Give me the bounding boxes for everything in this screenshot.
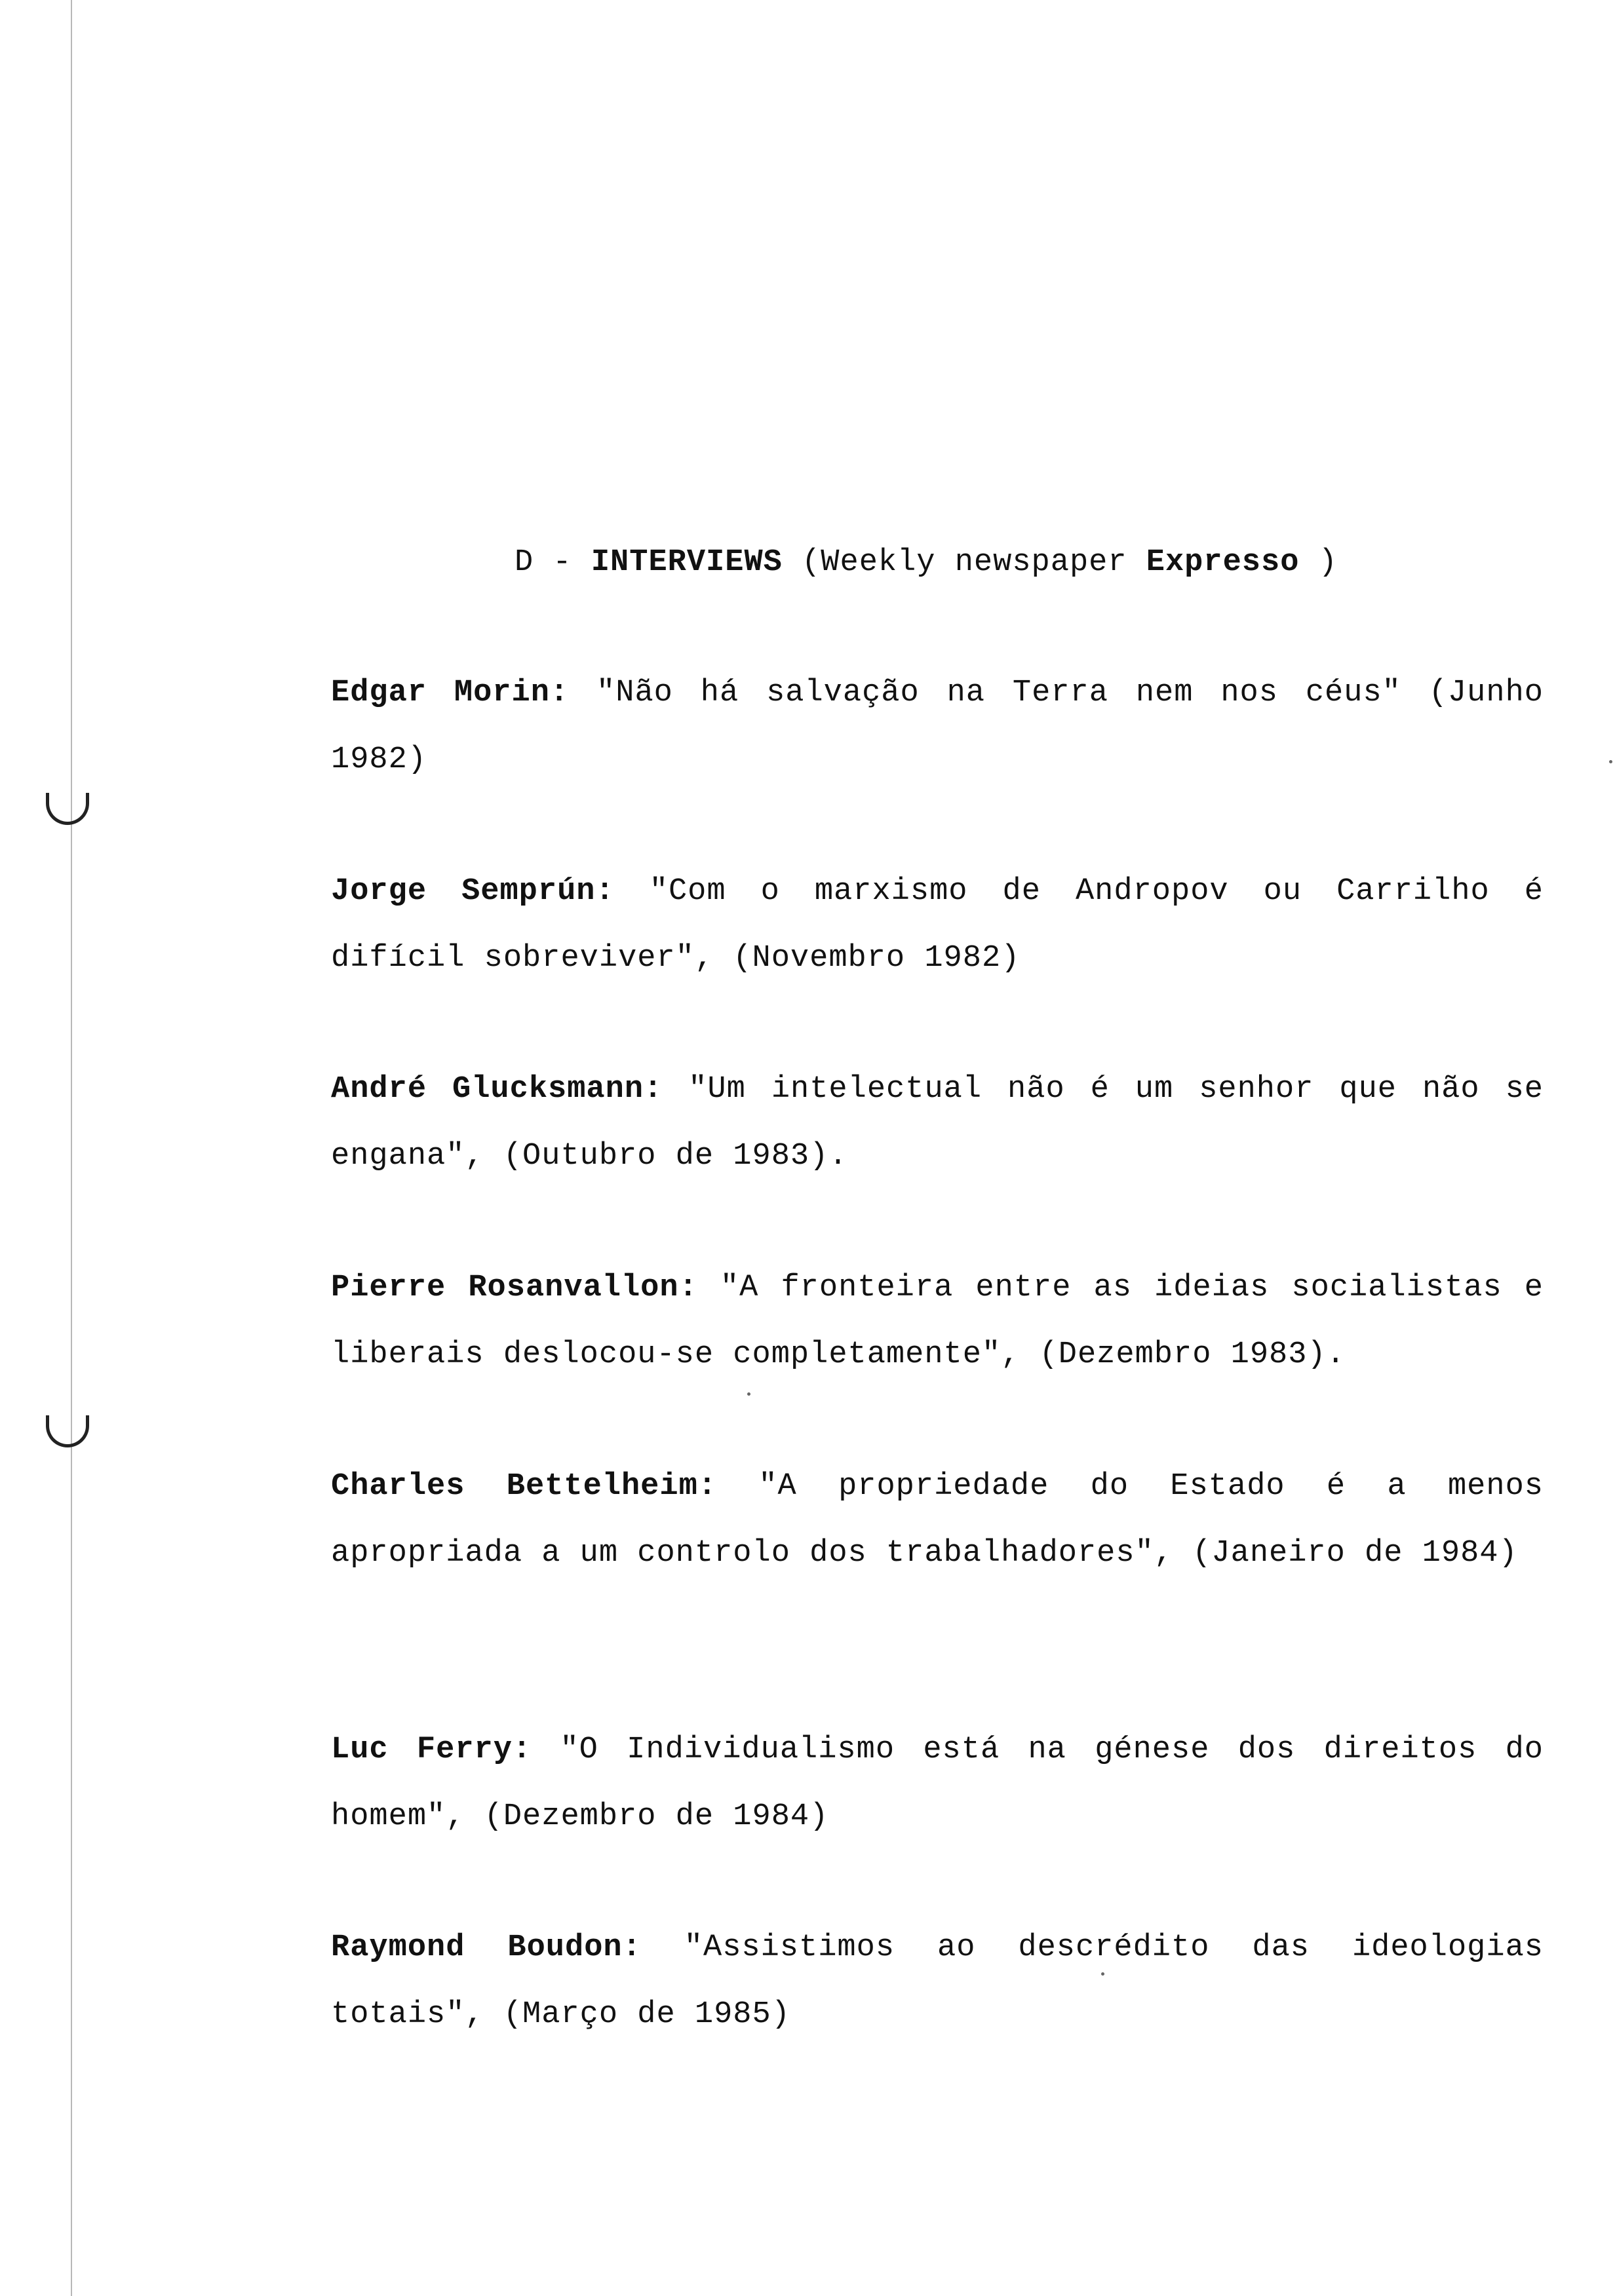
- interviewee-name: Edgar Morin:: [331, 676, 570, 710]
- interview-title: "Assistimos ao descrédito das ideologias totais", (Março de 1985): [331, 1930, 1544, 2032]
- interview-title: "O Individualismo está na génese dos direitos do homem", (Dezembro de 1984): [331, 1732, 1544, 1834]
- heading-subtitle-open: (Weekly newspaper: [782, 545, 1146, 580]
- heading-subtitle-close: ): [1299, 545, 1338, 580]
- binding-margin-line: [71, 0, 72, 2296]
- interview-entry: [331, 1915, 1544, 2048]
- interviewee-name: André Glucksmann:: [331, 1072, 663, 1107]
- interviewee-name: Pierre Rosanvallon:: [331, 1271, 698, 1305]
- scan-speck: [747, 1392, 750, 1396]
- punch-hole-mark: [46, 1415, 89, 1447]
- heading-prefix: D -: [515, 545, 591, 580]
- interview-title: "Com o marxismo de Andropov ou Carrilho é difícil sobreviver", (Novembro 1982): [331, 874, 1544, 976]
- heading-title: INTERVIEWS: [591, 545, 783, 580]
- interview-title: "Um intelectual não é um senhor que não se engana", (Outubro de 1983).: [331, 1072, 1544, 1174]
- interview-title: "A fronteira entre as ideias socialistas e liberais deslocou-se completamente", (Dezembro 1983).: [331, 1271, 1544, 1372]
- interview-entry: [331, 1717, 1544, 1850]
- interview-entry: [331, 858, 1544, 992]
- interview-entry: [331, 660, 1544, 794]
- interviewee-name: Luc Ferry:: [331, 1732, 532, 1767]
- interview-entry: [331, 1056, 1544, 1190]
- interview-entry: [331, 1453, 1544, 1587]
- interviewee-name: Raymond Boudon:: [331, 1930, 642, 1965]
- heading-newspaper: Expresso: [1146, 545, 1300, 580]
- punch-hole-mark: [46, 793, 89, 825]
- interview-title: "A propriedade do Estado é a menos apropriada a um controlo dos trabalhadores", (Janeiro de 1984): [331, 1469, 1544, 1571]
- section-heading: [515, 545, 1338, 580]
- interviewee-name: Jorge Semprún:: [331, 874, 615, 909]
- interview-entry: [331, 1255, 1544, 1388]
- interview-title: "Não há salvação na Terra nem nos céus" (Junho 1982): [331, 676, 1544, 777]
- interviewee-name: Charles Bettelheim:: [331, 1469, 718, 1504]
- scan-speck: [1609, 760, 1612, 763]
